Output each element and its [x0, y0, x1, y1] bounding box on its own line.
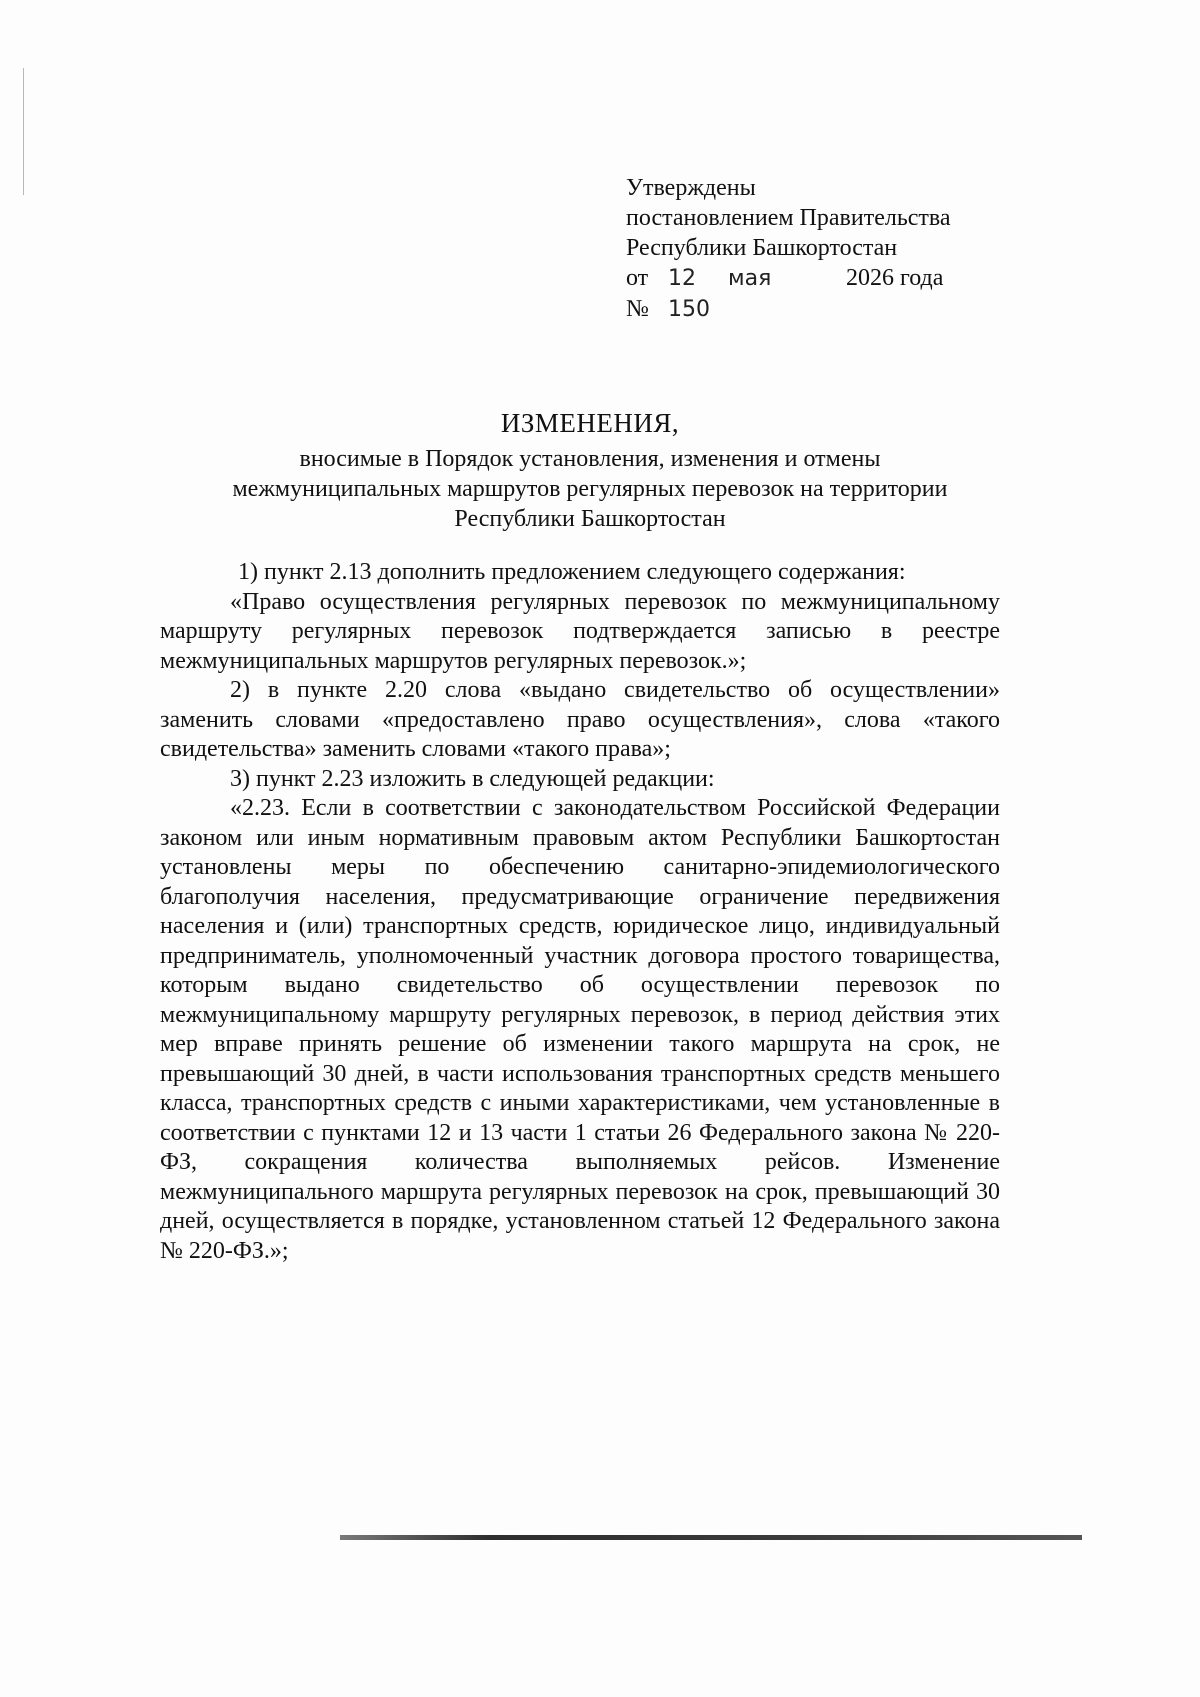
approval-line-resolution: постановлением Правительства: [626, 205, 951, 231]
document-body: [160, 558, 1000, 1266]
number-prefix: №: [626, 296, 649, 322]
number-value: 150: [668, 297, 710, 322]
approval-line-republic: Республики Башкортостан: [626, 235, 898, 261]
paragraph-item-3: 3) пункт 2.23 изложить в следующей редакции:: [230, 765, 715, 792]
document-title: [150, 408, 1030, 534]
title-subtitle-line-2: межмуниципальных маршрутов регулярных перевозок на территории: [232, 476, 948, 502]
paragraph-item-1-quote: «Право осуществления регулярных перевозок по межмуниципальному маршруту регулярных перевозок подтверждается записью в реестре межмуниципальных маршрутов регулярных перевозок.»;: [160, 588, 1000, 674]
scan-artifact-line: [23, 68, 24, 195]
paragraph-item-3-quote: «2.23. Если в соответствии с законодательством Российской Федерации законом или иным нормативным правовым актом Республики Башкортостан установлены меры по обеспечению санитарно-эпидемиологического благополучия населения, предусматривающие ограничение передвижения населения и (или) транспортных средств, юридическое лицо, индивидуальный предприниматель, уполномоченный участник договора простого товарищества, которым выдано свидетельство об осуществлении перевозок по межмуниципальному маршруту регулярных перевозок, в период действия этих мер вправе принять решение об изменении такого маршрута на срок, не превышающий 30 дней, в части использования транспортных средств меньшего класса, транспортных средств с иными характеристиками, чем установленные в соответствии с пунктами 12 и 13 части 1 статьи 26 Федерального закона № 220-ФЗ, сокращения количества выполняемых рейсов. Изменение межмуниципального маршрута регулярных перевозок на срок, превышающий 30 дней, осуществляется в порядке, установленном статьей 12 Федерального закона № 220-ФЗ.»;: [160, 795, 1000, 1264]
scan-artifact-bar: [340, 1535, 1082, 1540]
title-subtitle-line-3: Республики Башкортостан: [454, 506, 726, 532]
date-year: 2026 года: [846, 265, 944, 291]
title-subtitle-line-1: вносимые в Порядок установления, изменения и отмены: [299, 446, 881, 472]
date-prefix: от: [626, 265, 649, 291]
date-month: мая: [728, 266, 772, 291]
paragraph-item-1: 1) пункт 2.13 дополнить предложением следующего содержания:: [238, 559, 906, 585]
date-day: 12: [668, 266, 696, 291]
paragraph-item-2: 2) в пункте 2.20 слова «выдано свидетельство об осуществлении» заменить словами «предоставлено право осуществления», слова «такого свидетельства» заменить словами «такого права»;: [160, 677, 1000, 762]
approval-line-approved: Утверждены: [626, 175, 756, 201]
title-heading: ИЗМЕНЕНИЯ,: [500, 408, 680, 438]
approval-block: [626, 173, 951, 325]
approval-number-line: [626, 294, 951, 325]
approval-date-line: [626, 263, 951, 294]
